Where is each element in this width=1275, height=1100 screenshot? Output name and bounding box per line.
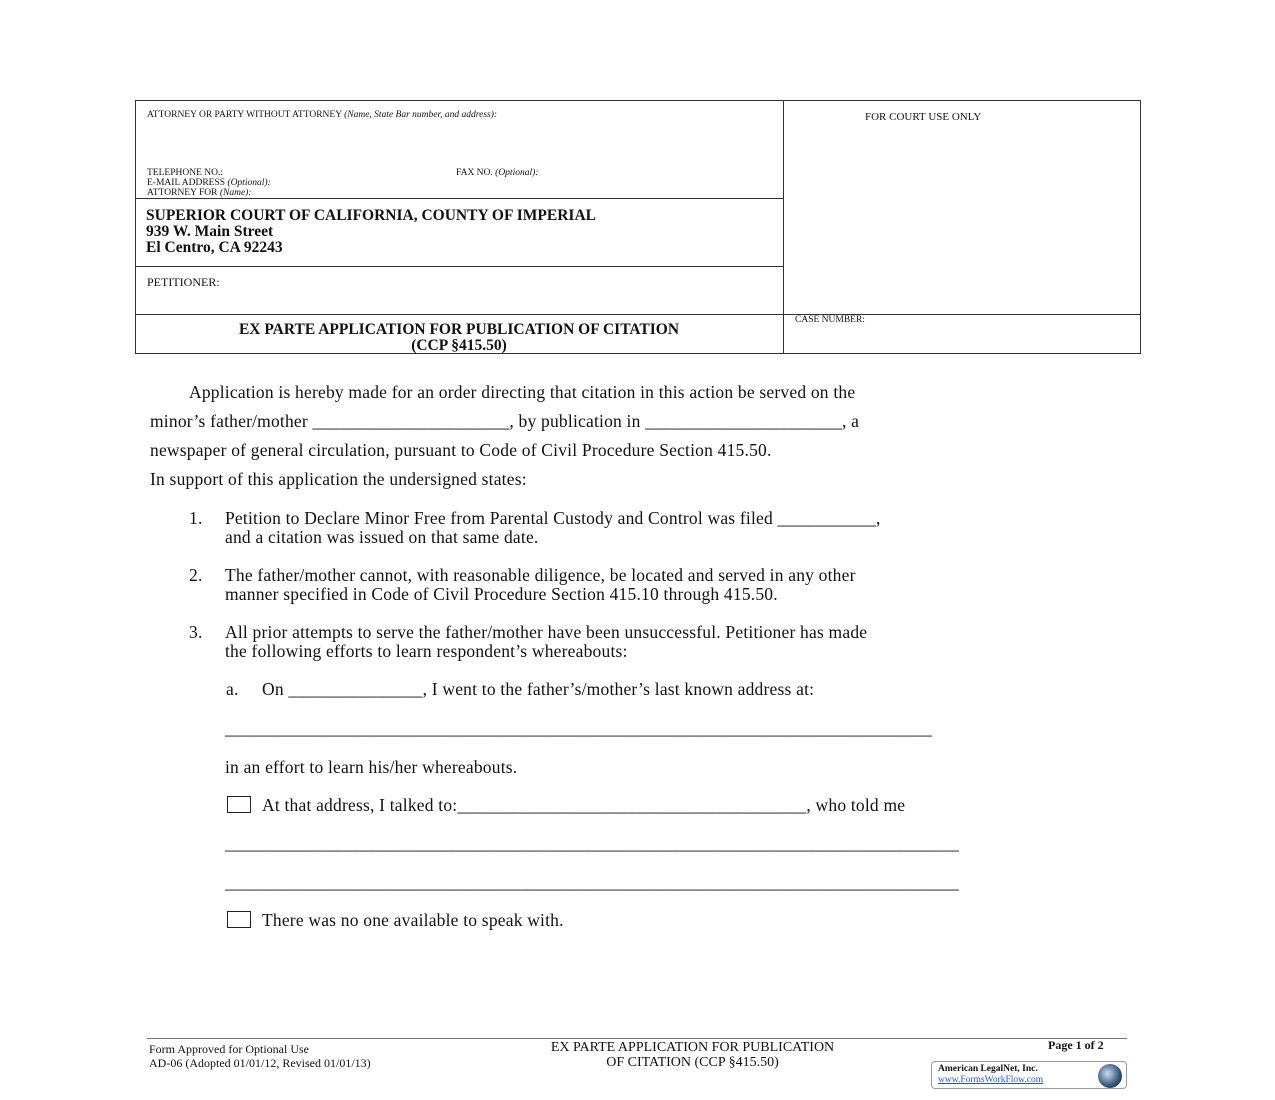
item-number: 1. — [189, 508, 203, 528]
effort-text: in an effort to learn his/her whereabouts. — [225, 757, 518, 777]
divider — [783, 100, 784, 354]
no-one-available-text: There was no one available to speak with. — [262, 910, 564, 930]
caption-box — [135, 100, 1141, 354]
attorney-field-label — [147, 110, 497, 120]
talked-to-text[interactable]: At that address, I talked to:_______________________________________, who told me — [262, 795, 906, 815]
label: ATTORNEY FOR — [147, 188, 218, 198]
email-label — [147, 178, 271, 188]
item-1-text: and a citation was issued on that same date. — [225, 527, 539, 547]
page-number: Page 1 of 2 — [1048, 1038, 1104, 1052]
label: FAX NO. — [456, 168, 493, 178]
label: ATTORNEY OR PARTY WITHOUT ATTORNEY — [147, 110, 342, 120]
form-title: EX PARTE APPLICATION FOR PUBLICATION OF CITATION — [238, 321, 680, 338]
sub-item-label: a. — [226, 679, 239, 699]
telephone-label: TELEPHONE NO.: — [147, 168, 223, 178]
form-approved: Form Approved for Optional Use — [149, 1042, 309, 1056]
intro-line: newspaper of general circulation, pursuant to Code of Civil Procedure Section 415.50. — [150, 440, 772, 460]
brand-name: American LegalNet, Inc. — [938, 1064, 1038, 1074]
court-street: 939 W. Main Street — [146, 223, 274, 240]
hint: (Optional): — [227, 178, 271, 188]
no-one-available-checkbox[interactable] — [227, 911, 251, 928]
legalnet-badge[interactable] — [931, 1061, 1127, 1089]
item-2-text: manner specified in Code of Civil Procedure Section 415.10 through 415.50. — [225, 584, 778, 604]
talked-to-checkbox[interactable] — [227, 796, 251, 813]
footer-title: EX PARTE APPLICATION FOR PUBLICATION — [550, 1040, 835, 1055]
divider — [135, 314, 1141, 315]
item-3-text: All prior attempts to serve the father/mother have been unsuccessful. Petitioner has made — [225, 622, 868, 642]
item-number: 2. — [189, 565, 203, 585]
hint: (Optional): — [495, 168, 539, 178]
intro-line: In support of this application the undersigned states: — [150, 469, 527, 489]
item-3-text: the following efforts to learn respondent’s whereabouts: — [225, 641, 628, 661]
footer-title: OF CITATION (CCP §415.50) — [606, 1055, 779, 1070]
hint: (Name): — [219, 188, 252, 198]
fax-label — [456, 168, 538, 178]
globe-logo-icon — [1098, 1064, 1122, 1088]
divider — [135, 266, 783, 267]
divider — [135, 198, 783, 199]
item-number: 3. — [189, 622, 203, 642]
form-title-code: (CCP §415.50) — [411, 337, 507, 354]
item-1-text: Petition to Declare Minor Free from Parental Custody and Control was filed ___________, — [225, 508, 881, 528]
petitioner-label: PETITIONER: — [147, 275, 220, 289]
court-name: SUPERIOR COURT OF CALIFORNIA, COUNTY OF IMPERIAL — [146, 207, 596, 224]
court-city: El Centro, CA 92243 — [146, 239, 283, 256]
case-number-label: CASE NUMBER: — [795, 315, 865, 325]
form-id: AD-06 (Adopted 01/01/12, Revised 01/01/13) — [149, 1056, 371, 1070]
told-me-blank[interactable]: __________________________________________________________________________________ — [225, 833, 959, 853]
hint: (Name, State Bar number, and address): — [344, 110, 498, 120]
label: E-MAIL ADDRESS — [147, 178, 226, 188]
item-2-text: The father/mother cannot, with reasonable diligence, be located and served in any other — [225, 565, 856, 585]
sub-item-a-text[interactable]: On _______________, I went to the father’s/mother’s last known address at: — [262, 679, 815, 699]
intro-line: minor’s father/mother ______________________, by publication in ______________________, a — [150, 411, 860, 431]
brand-url[interactable]: www.FormsWorkFlow.com — [938, 1075, 1044, 1085]
intro-line: Application is hereby made for an order directing that citation in this action be served on the — [189, 382, 856, 402]
footer-rule — [147, 1038, 1127, 1039]
told-me-blank[interactable]: __________________________________________________________________________________ — [225, 872, 959, 892]
court-use-label: FOR COURT USE ONLY — [865, 111, 982, 123]
address-blank[interactable]: _______________________________________________________________________________ — [225, 718, 933, 738]
attorney-for-label — [147, 188, 252, 198]
